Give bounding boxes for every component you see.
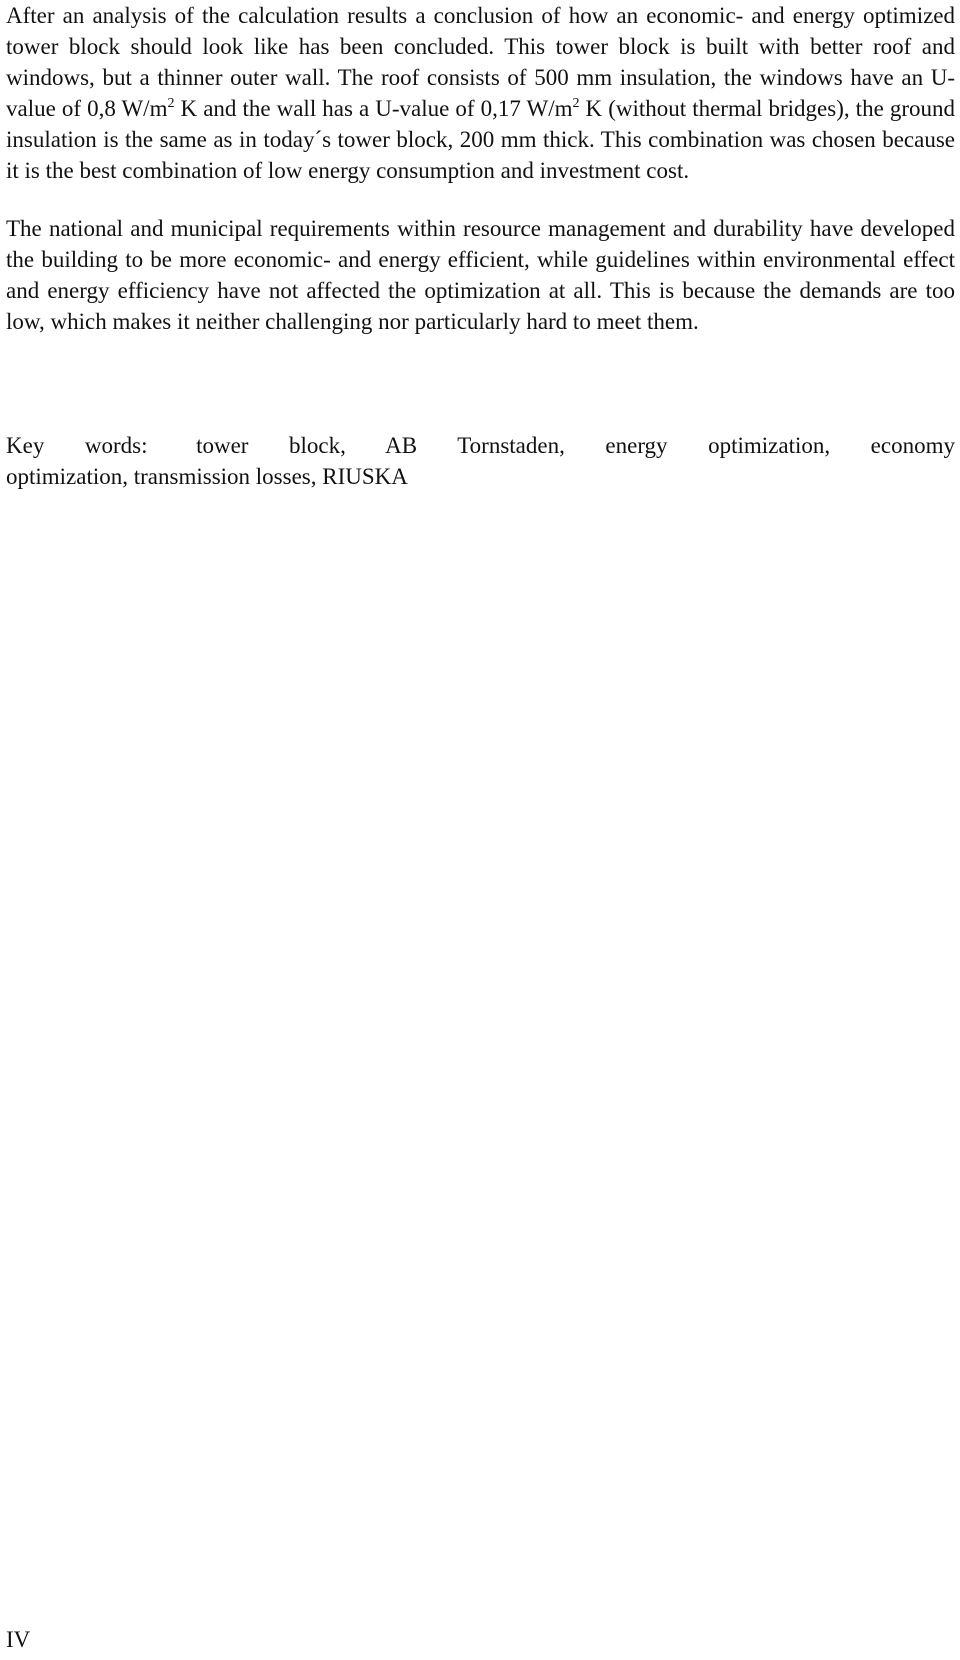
paragraph-1-text-b: K and the wall has a U-value of 0,17 W/m — [174, 96, 573, 121]
superscript-squared-2: 2 — [572, 96, 580, 111]
abstract-paragraph-1 — [6, 0, 955, 186]
keywords-label: Key words: — [6, 433, 148, 458]
abstract-paragraph-2: The national and municipal requirements within resource management and durability have developed the building to be more economic- and energy efficient, while guidelines within environmental effect and energy efficiency have not affected the optimization at all. This is because the demands are too low, which makes it neither challenging nor particularly hard to meet them. — [6, 216, 955, 334]
keywords-line-2: optimization, transmission losses, RIUSKA — [6, 464, 408, 489]
document-page — [6, 0, 955, 492]
keywords-list-part-1: tower block, AB Tornstaden, energy optimization, economy — [196, 433, 955, 458]
keywords-line-1 — [6, 430, 955, 461]
superscript-squared-1: 2 — [167, 96, 175, 111]
paragraph-1-text-c: K (without thermal bridges), the ground insulation is the same as in today´s tower block, 200 mm thick. This combination was chosen because it is the best combination of low energy consumption and investment cost. — [6, 96, 955, 183]
page-number: IV — [6, 1627, 31, 1652]
keywords-block — [6, 430, 955, 492]
paragraph-1-text-a: After an analysis of the calculation results a conclusion of how an economic- and energy optimized tower block should look like has been concluded. This tower block is built with better roof and windows, but a thinner outer wall. The roof consists of 500 mm insulation, the windows have an U-value of 0,8 W/m — [6, 3, 955, 121]
